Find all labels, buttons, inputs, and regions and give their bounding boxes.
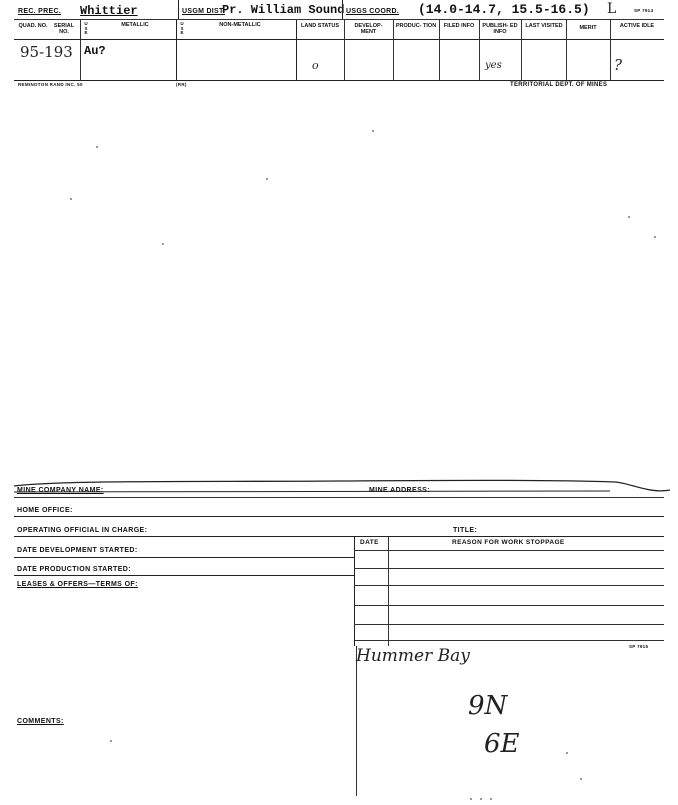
col-production: PRODUC- TION [395, 23, 437, 29]
form-number-back: SP 7915 [629, 644, 649, 649]
col-use-nonmetallic: U S E [180, 21, 184, 36]
agency-label: TERRITORIAL DEPT. OF MINES [510, 82, 608, 88]
date-col-header: DATE [360, 539, 379, 546]
card-edge [0, 470, 678, 500]
rec-prec-value: Whittier [80, 4, 138, 18]
row-published-info: yes [485, 60, 502, 71]
col-serial-no: SERIAL NO. [53, 23, 75, 35]
handwritten-range: 6E [484, 729, 520, 759]
home-office-label: HOME OFFICE: [17, 507, 73, 514]
title-label: TITLE: [453, 527, 478, 534]
row-quad-serial: 95-193 [20, 43, 73, 61]
col-metallic: METALLIC [121, 22, 149, 28]
usgm-dist-value: Pr. William Sound [222, 3, 345, 17]
usgs-coord-label: USGS COORD. [346, 8, 400, 15]
usgs-coord-value: (14.0-14.7, 15.5-16.5) [418, 2, 590, 17]
leases-label: LEASES & OFFERS—TERMS OF: [17, 581, 138, 588]
date-development-label: DATE DEVELOPMENT STARTED: [17, 547, 138, 554]
col-active-idle: ACTIVE IDLE [619, 23, 655, 29]
printer-label: REMINGTON RAND INC. 50 [18, 82, 83, 87]
mine-address-label: MINE ADDRESS: [369, 487, 430, 494]
form-number-top: SP 7914 [634, 8, 654, 13]
usgm-dist-label: USGM DIST. [182, 8, 226, 15]
col-last-visited: LAST VISITED [525, 23, 563, 29]
operating-official-label: OPERATING OFFICIAL IN CHARGE: [17, 527, 148, 534]
merit-letter: L [607, 1, 617, 17]
col-development: DEVELOP- MENT [354, 23, 383, 35]
col-nonmetallic: NON-METALLIC [219, 22, 261, 28]
printer-code: (RR) [176, 82, 187, 87]
date-production-label: DATE PRODUCTION STARTED: [17, 566, 131, 573]
row-land-status: o [312, 59, 319, 72]
row-metallic: Au? [84, 44, 106, 58]
col-filed-info: FILED INFO [443, 23, 475, 29]
rec-prec-label: REC. PREC. [18, 8, 62, 15]
reason-col-header: REASON FOR WORK STOPPAGE [452, 539, 565, 546]
mine-company-name-label: MINE COMPANY NAME: [17, 487, 104, 494]
handwritten-township: 9N [468, 691, 508, 721]
col-merit: MERIT [579, 25, 597, 31]
col-use-metallic: U S E [84, 21, 88, 36]
col-land-status: LAND STATUS [301, 23, 339, 29]
comments-label: COMMENTS: [17, 718, 64, 725]
row-active-idle: ? [614, 56, 623, 74]
col-quad-no: QUAD. NO. [18, 23, 48, 29]
handwritten-location: Hummer Bay [356, 646, 470, 666]
col-published-info: PUBLISH- ED INFO [482, 23, 518, 35]
